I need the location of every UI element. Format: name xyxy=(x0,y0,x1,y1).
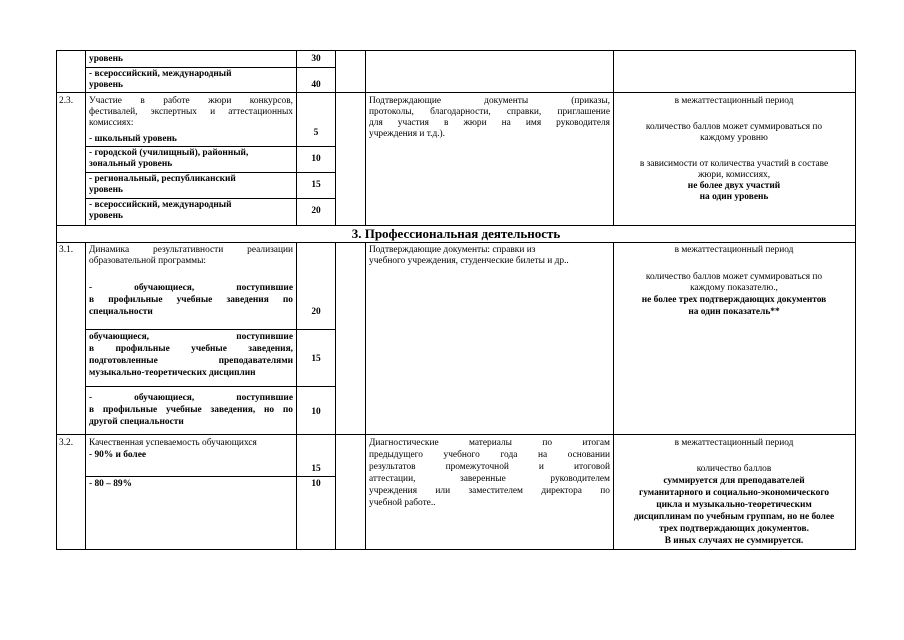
table-border xyxy=(365,50,366,225)
docs-text: учебного учреждения, студенческие билеты и др.. xyxy=(369,256,569,266)
row-item: уровень xyxy=(89,54,123,64)
score: 40 xyxy=(311,80,321,90)
table-border xyxy=(85,50,86,225)
note-text: количество баллов xyxy=(696,464,772,474)
table-border xyxy=(56,50,856,51)
table-border xyxy=(56,242,856,243)
score: 20 xyxy=(311,206,321,216)
docs-text: для участия в жюри на имя руководителя xyxy=(369,118,610,128)
table-border xyxy=(85,172,335,173)
docs-text: учреждения или заместителем директора по xyxy=(369,486,610,496)
table-border xyxy=(85,242,86,549)
row-title: фестивалей, экспертных и аттестационных xyxy=(89,107,293,117)
row-item: - всероссийский, международный xyxy=(89,200,232,210)
table-border xyxy=(85,198,335,199)
row-title: Участие в работе жюри конкурсов, xyxy=(89,96,293,106)
row-number: 2.3. xyxy=(59,96,74,106)
note-text: не более трех подтверждающих документов xyxy=(641,295,827,305)
score: 15 xyxy=(311,180,321,190)
note-text: не более двух участий xyxy=(687,181,781,191)
table-border xyxy=(296,50,297,225)
table-border xyxy=(56,434,856,435)
row-item: в профильные учебные заведения, xyxy=(89,344,293,354)
docs-text: предыдущего учебного года на основании xyxy=(369,450,610,460)
score: 10 xyxy=(311,407,321,417)
docs-text: аттестации, заверенные руководителем xyxy=(369,474,610,484)
note-text: В иных случаях не суммируется. xyxy=(664,536,804,546)
table-border xyxy=(85,386,335,387)
row-item: - 80 – 89% xyxy=(89,479,132,489)
note-text: гуманитарного и социально-экономического xyxy=(638,488,830,498)
score: 20 xyxy=(311,307,321,317)
docs-text: учебной работе.. xyxy=(369,498,436,508)
note-text: каждому показателю., xyxy=(690,283,778,293)
score: 5 xyxy=(313,128,319,138)
table-border xyxy=(335,242,336,549)
table-border xyxy=(613,242,614,549)
docs-text: Диагностические материалы по итогам xyxy=(369,438,610,448)
table-border xyxy=(613,50,614,225)
note-text: в межаттестационный период xyxy=(674,245,794,255)
row-item: в профильные учебные заведения по xyxy=(89,295,293,305)
table-border xyxy=(56,50,57,549)
note-text: суммируется для преподавателей xyxy=(663,476,805,486)
note-text: в зависимости от количества участий в составе xyxy=(639,159,829,169)
row-item: - региональный, республиканский xyxy=(89,174,236,184)
note-text: на один уровень xyxy=(699,192,769,202)
row-item: другой специальности xyxy=(89,417,184,427)
score: 15 xyxy=(311,354,321,364)
row-item: в профильные учебные заведения, но по xyxy=(89,405,293,415)
score: 15 xyxy=(311,464,321,474)
score: 30 xyxy=(311,54,321,64)
docs-text: результатов промежуточной и итоговой xyxy=(369,462,610,472)
row-item: уровень xyxy=(89,80,123,90)
row-title: Качественная успеваемость обучающихся xyxy=(89,438,257,448)
row-item: - всероссийский, международный xyxy=(89,69,232,79)
score: 10 xyxy=(311,479,321,489)
note-text: цикла и музыкально-теоретическим xyxy=(656,500,812,510)
row-item: обучающиеся, поступившие xyxy=(89,332,293,342)
table-border xyxy=(56,549,856,550)
table-border xyxy=(855,50,856,549)
row-item: подготовленные преподавателями xyxy=(89,356,293,366)
score: 10 xyxy=(311,154,321,164)
row-item: - городской (училищный), районный, xyxy=(89,148,249,158)
table-border xyxy=(85,67,335,68)
row-item: - обучающиеся, поступившие xyxy=(89,283,293,293)
table-border xyxy=(85,146,335,147)
docs-text: Подтверждающие документы: справки из xyxy=(369,245,536,255)
note-text: дисциплинам по учебным группам, но не более xyxy=(633,512,835,522)
table-border xyxy=(335,50,336,225)
docs-text: Подтверждающие документы (приказы, xyxy=(369,96,610,106)
table-border xyxy=(296,242,297,549)
note-text: каждому уровню xyxy=(700,133,768,143)
row-title: Динамика результативности реализации xyxy=(89,245,293,255)
row-number: 3.1. xyxy=(59,245,74,255)
table-border xyxy=(85,329,335,330)
table-border xyxy=(56,92,856,93)
row-item: музыкально-теоретических дисциплин xyxy=(89,368,256,378)
row-number: 3.2. xyxy=(59,438,74,448)
note-text: жюри, комиссиях, xyxy=(697,170,771,180)
note-text: трех подтверждающих документов. xyxy=(659,524,809,534)
docs-text: протоколы, благодарности, справки, приглашение xyxy=(369,107,610,117)
row-item: специальности xyxy=(89,307,153,317)
row-item: уровень xyxy=(89,185,123,195)
row-title: комиссиях: xyxy=(89,118,134,128)
row-item: зональный уровень xyxy=(89,159,173,169)
table-border xyxy=(365,242,366,549)
note-text: количество баллов может суммироваться по xyxy=(645,272,823,282)
row-item: - обучающиеся, поступившие xyxy=(89,393,293,403)
row-item: - 90% и более xyxy=(89,450,147,460)
note-text: в межаттестационный период xyxy=(674,96,794,106)
note-text: количество баллов может суммироваться по xyxy=(645,122,823,132)
row-item: уровень xyxy=(89,211,123,221)
note-text: в межаттестационный период xyxy=(674,438,794,448)
note-text: на один показатель** xyxy=(688,307,780,317)
row-title: образовательной программы: xyxy=(89,256,206,266)
row-item: - школьный уровень xyxy=(89,134,177,144)
docs-text: учреждения и т.д.). xyxy=(369,129,446,139)
section-heading: 3. Профессиональная деятельность xyxy=(351,226,561,241)
table-border xyxy=(85,476,335,477)
